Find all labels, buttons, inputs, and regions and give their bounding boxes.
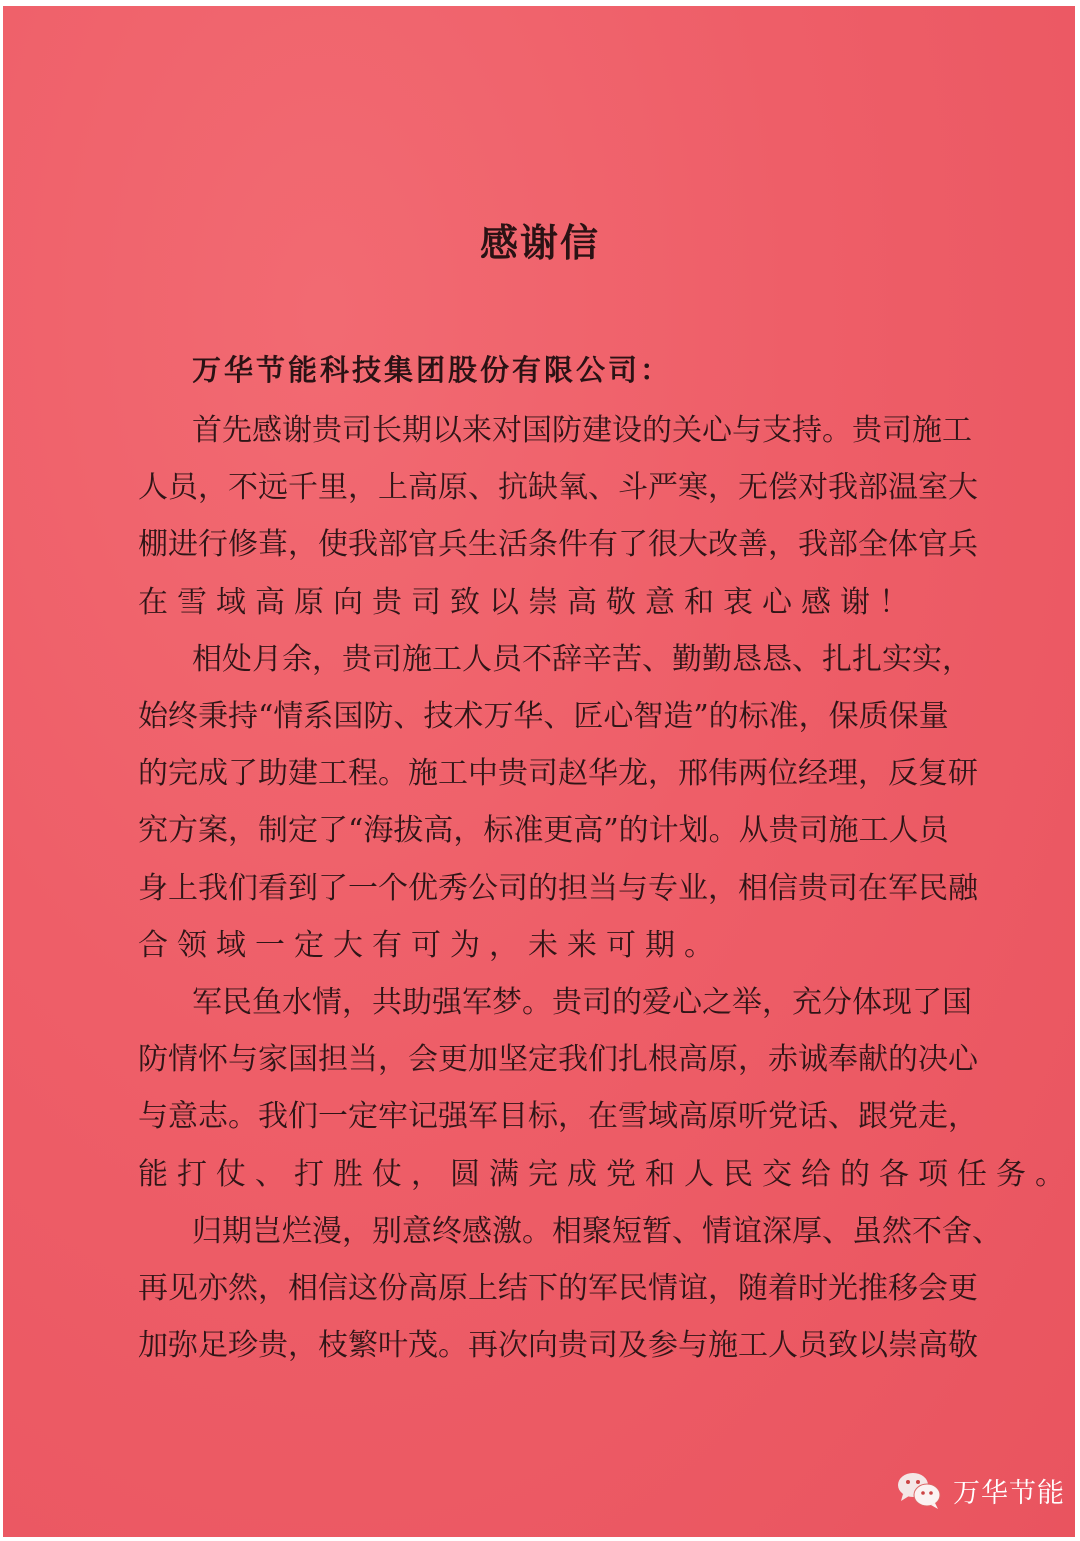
wechat-icon (895, 1470, 945, 1510)
wechat-watermark (895, 1470, 1065, 1510)
letter-line: 始终秉持“情系国防、技术万华、匠心智造”的标准，保质保量 (138, 699, 949, 734)
letter-line: 加弥足珍贵，枝繁叶茂。再次向贵司及参与施工人员致以崇高敬 (138, 1328, 978, 1364)
watermark-text: 万华节能 (953, 1477, 1065, 1509)
letter-line: 再见亦然，相信这份高原上结下的军民情谊，随着时光推移会更 (138, 1271, 978, 1306)
letter-line: 身上我们看到了一个优秀公司的担当与专业，相信贵司在军民融 (138, 870, 978, 906)
letter-line: 归期岂烂漫，别意终感激。相聚短暂、情谊深厚、虽然不舍、 (192, 1213, 1002, 1249)
letter-line: 在雪域高原向贵司致以崇高敬意和衷心感谢！ (138, 584, 918, 620)
letter-line: 人员，不远千里，上高原、抗缺氧、斗严寒，无偿对我部温室大 (138, 470, 978, 506)
letter-line: 究方案，制定了“海拔高，标准更高”的计划。从贵司施工人员 (138, 813, 949, 849)
letter-line: 能打仗、打胜仗，圆满完成党和人民交给的各项任务。 (138, 1156, 1074, 1192)
letter-line: 军民鱼水情，共助强军梦。贵司的爱心之举，充分体现了国 (192, 985, 972, 1020)
letter-line: 的完成了助建工程。施工中贵司赵华龙，邢伟两位经理，反复研 (138, 756, 978, 792)
letter-title: 感谢信 (479, 220, 600, 265)
letter-line: 首先感谢贵司长期以来对国防建设的关心与支持。贵司施工 (192, 413, 972, 448)
letter-line: 相处月余，贵司施工人员不辞辛苦、勤勤恳恳、扎扎实实， (192, 641, 972, 677)
letter-line: 合领域一定大有可为，未来可期。 (138, 927, 723, 963)
letter-line: 与意志。我们一定牢记强军目标，在雪域高原听党话、跟党走， (138, 1099, 978, 1135)
letter-salutation: 万华节能科技集团股份有限公司： (192, 353, 673, 387)
letter-line: 防情怀与家国担当，会更加坚定我们扎根高原，赤诚奉献的决心 (138, 1042, 978, 1078)
letter-line: 棚进行修葺，使我部官兵生活条件有了很大改善，我部全体官兵 (138, 527, 978, 563)
